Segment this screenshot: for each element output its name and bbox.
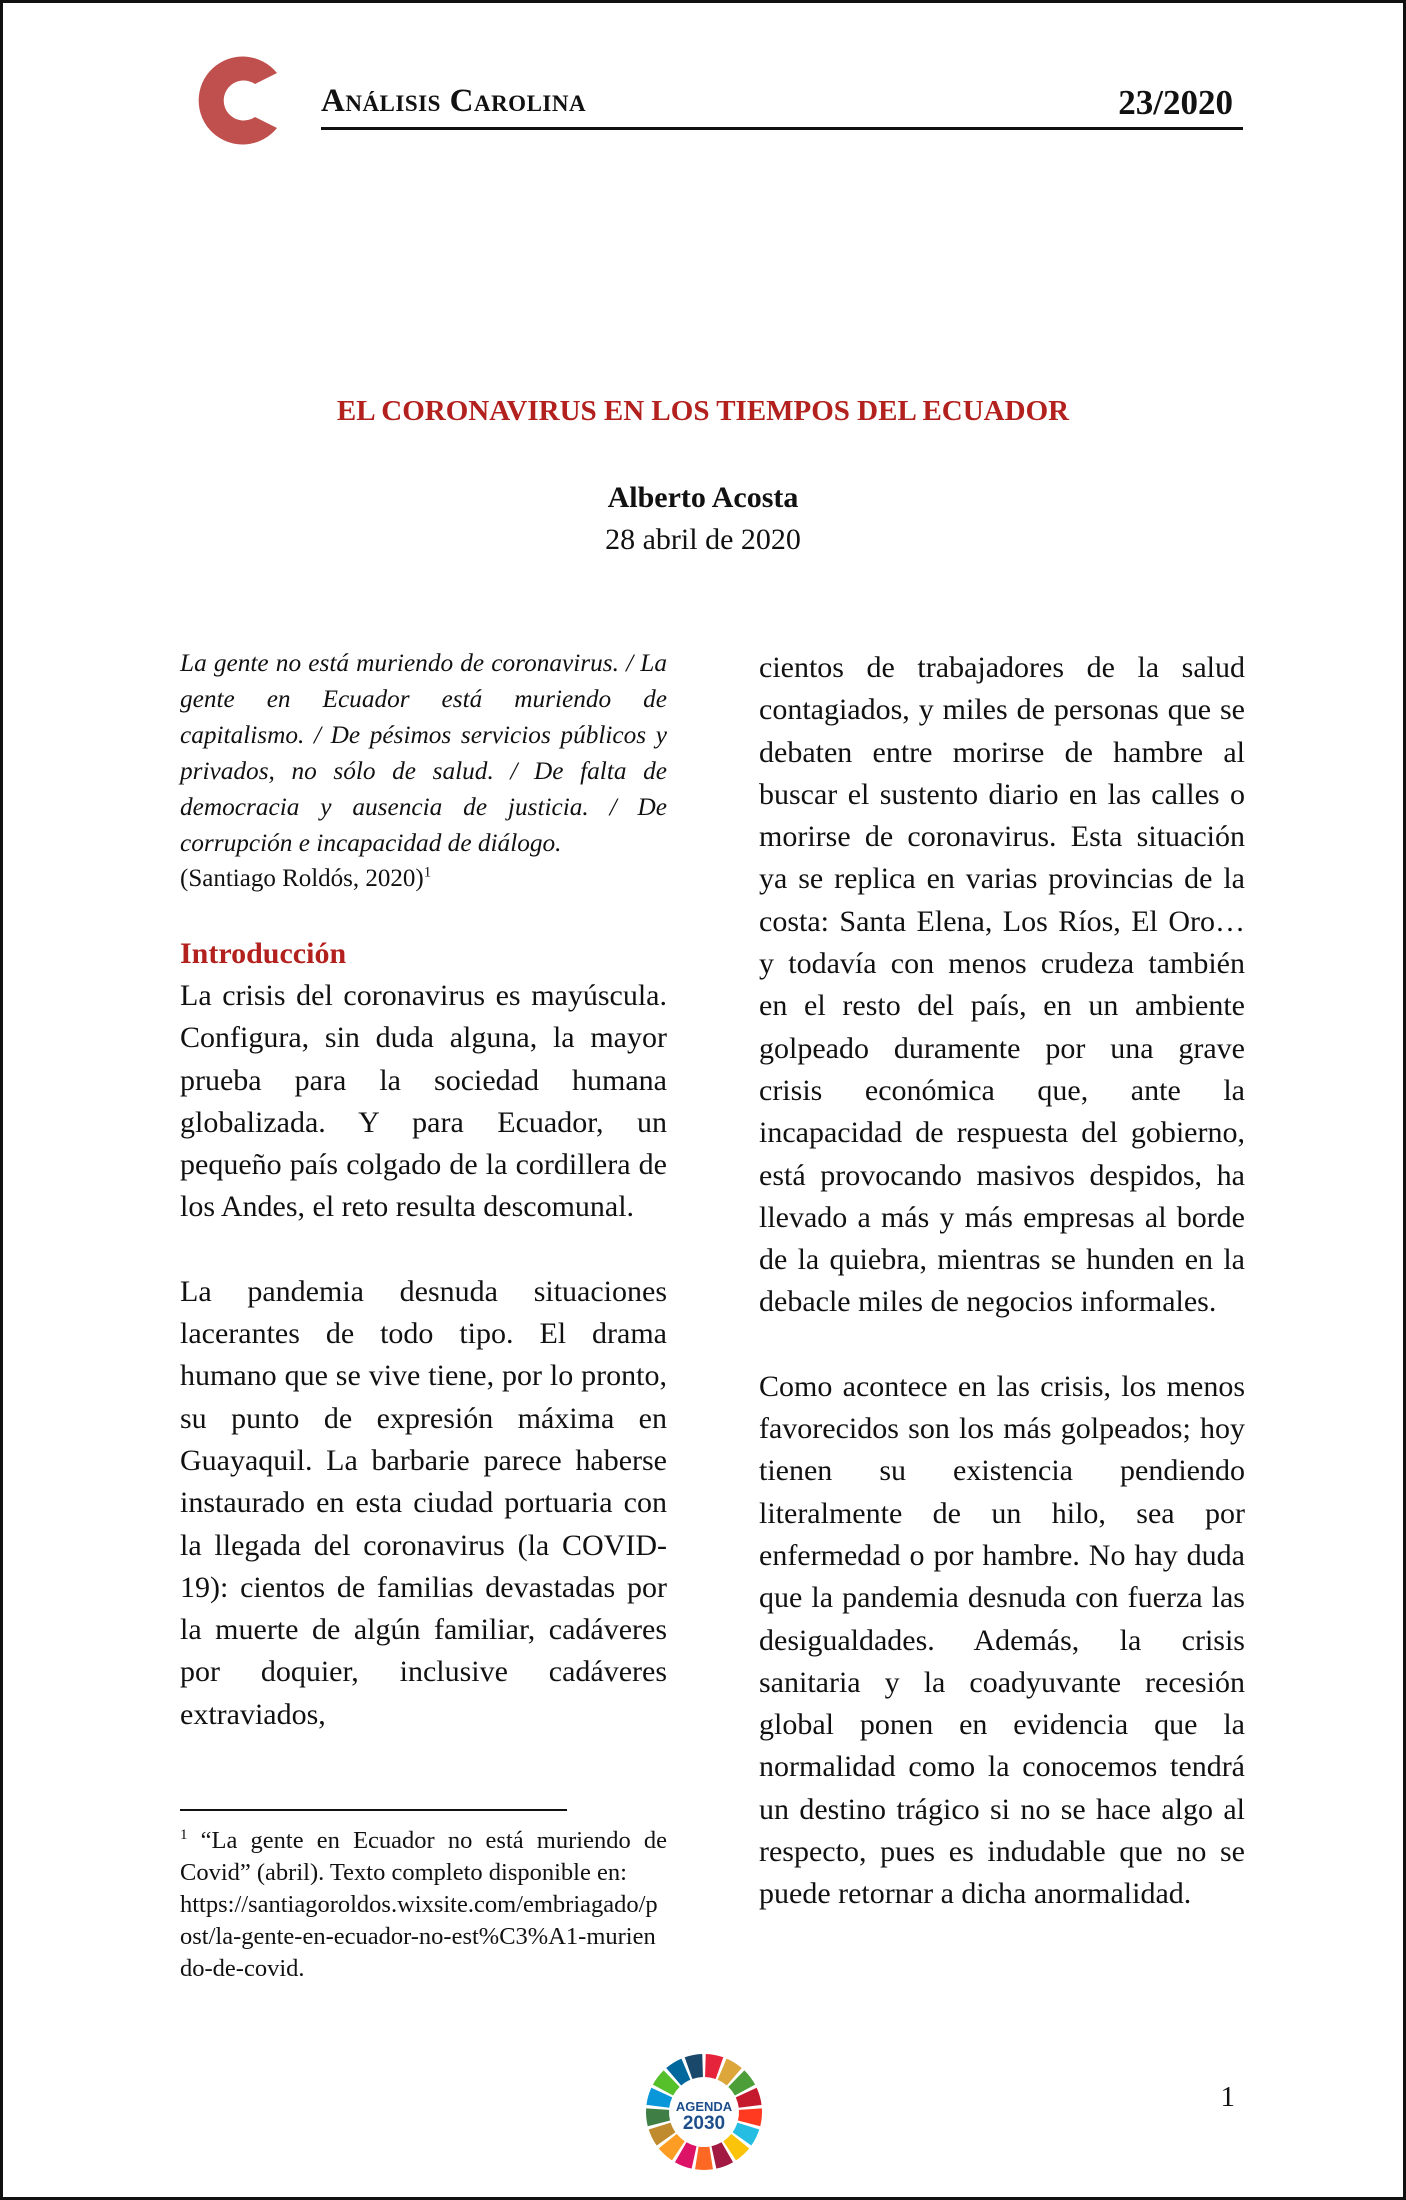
footnote-body: “La gente en Ecuador no está muriendo de Covid” (abril). Texto completo disponible en: bbox=[180, 1827, 667, 1886]
intro-paragraph-2-continued: cientos de trabajadores de la salud contagiados, y miles de personas que se debaten entre morirse de hambre al buscar el sustento diario en las calles o morirse de coronavirus. Esta situación ya se replica en varias provincias de la costa: Santa Elena, Los Ríos, El Oro… y todavía con menos crudeza también en el resto del país, en un ambiente golpeado duramente por una grave crisis económica que, ante la incapacidad de respuesta del gobierno, está provocando masivos despidos, ha llevado a más y más empresas al borde de la quiebra, mientras se hunden en la debacle miles de negocios informales. bbox=[759, 651, 1245, 1319]
intro-paragraph-3: Como acontece en las crisis, los menos favorecidos son los más golpeados; hoy tienen su existencia pendiendo literalmente de un hilo, sea por enfermedad o por hambre. No hay duda que la pandemia desnuda con fuerza las desigualdades. Además, la crisis sanitaria y la coadyuvante recesión global ponen en evidencia que la normalidad como la conocemos tendrá un destino trágico si no se hace algo al respecto, pues es indudable que no se puede retornar a dicha anormalidad. bbox=[759, 1369, 1245, 1911]
sdg-wheel-segment bbox=[646, 2108, 670, 2126]
page-number: 1 bbox=[1220, 2081, 1235, 2113]
epigraph-text: La gente no está muriendo de coronavirus. / La gente en Ecuador está muriendo de capitalismo. / De pésimos servicios públicos y privados, no sólo de salud. / De falta de democracia y ausencia de justicia. / De corrupción e incapacidad de diálogo. bbox=[180, 649, 667, 857]
header-rule bbox=[321, 127, 1243, 130]
epigraph-source bbox=[180, 861, 667, 897]
footnote-rule bbox=[180, 1809, 567, 1811]
intro-paragraph-1: La crisis del coronavirus es mayúscula. Configura, sin duda alguna, la mayor prueba para la sociedad humana globalizada. Y para Ecuador, un pequeño país colgado de la cordillera de los Andes, el reto resulta descomunal. bbox=[180, 979, 667, 1224]
agenda-logo-text: AGENDA bbox=[675, 2099, 733, 2114]
sdg-wheel-segment bbox=[695, 2147, 713, 2170]
footnote-text bbox=[180, 1825, 667, 1889]
sdg-wheel-segment bbox=[738, 2108, 762, 2126]
article-date: 28 abril de 2020 bbox=[605, 523, 801, 556]
series-name: Análisis Carolina bbox=[321, 83, 587, 119]
carolina-c-logo-icon bbox=[181, 43, 291, 158]
epigraph-source-text: (Santiago Roldós, 2020) bbox=[180, 865, 424, 892]
article-title: EL CORONAVIRUS EN LOS TIEMPOS DEL ECUADOR bbox=[336, 395, 1070, 427]
footnote-link[interactable]: https://santiagoroldos.wixsite.com/embriagado/post/la-gente-en-ecuador-no-est%C3%A1-muriendo-de-covid. bbox=[180, 1891, 658, 1982]
issue-number: 23/2020 bbox=[1118, 83, 1233, 122]
agenda-logo-year: 2030 bbox=[682, 2113, 726, 2134]
agenda-2030-wheel-icon bbox=[645, 2053, 763, 2171]
article-author: Alberto Acosta bbox=[607, 481, 799, 514]
right-column bbox=[759, 647, 1245, 1916]
footnote-marker: 1 bbox=[180, 1826, 188, 1843]
left-column bbox=[180, 645, 667, 1736]
footnote bbox=[180, 1825, 667, 1985]
footnote-ref[interactable]: 1 bbox=[423, 864, 432, 881]
intro-paragraph-2: La pandemia desnuda situaciones lacerantes de todo tipo. El drama humano que se vive tiene, por lo pronto, su punto de expresión máxima en Guayaquil. La barbarie parece haberse instaurado en esta ciudad portuaria con la llegada del coronavirus (la COVID-19): cientos de familias devastadas por la muerte de algún familiar, cadáveres por doquier, inclusive cadáveres extraviados, bbox=[180, 1274, 667, 1731]
section-heading-intro: Introducción bbox=[180, 937, 347, 970]
